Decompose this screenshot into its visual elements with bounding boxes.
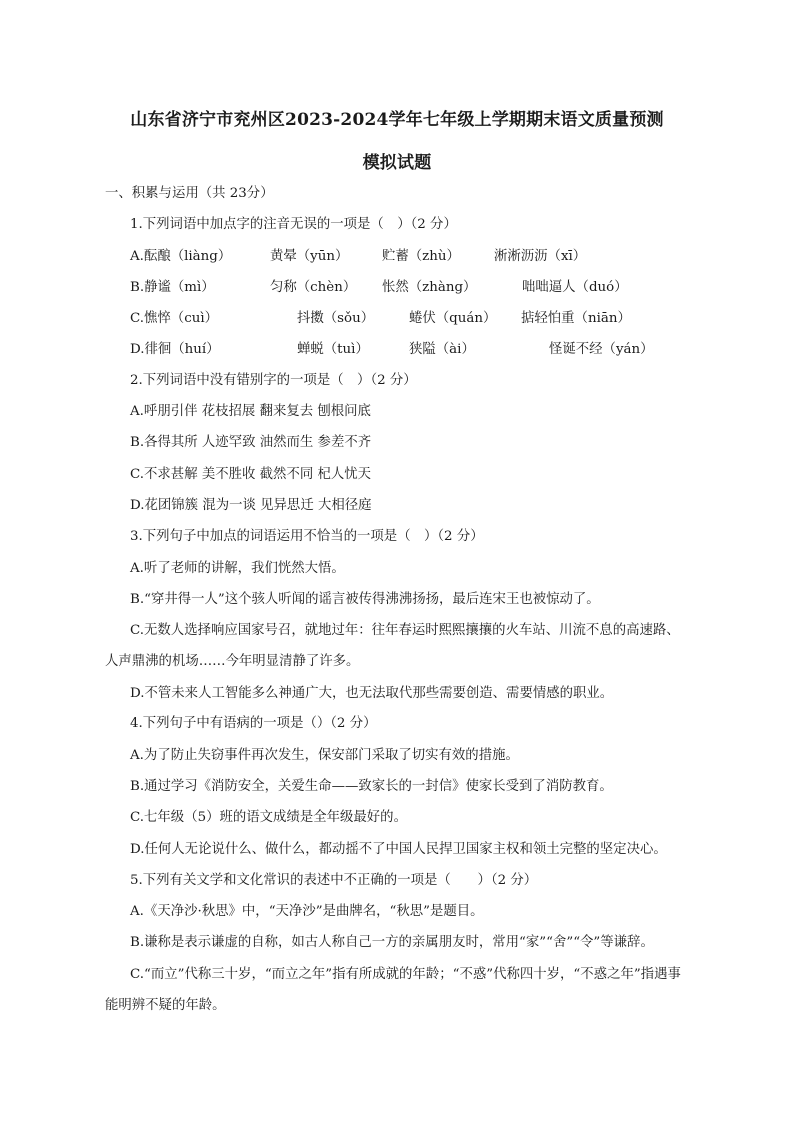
question-4-option-b: B.通过学习《消防安全，关爱生命——致家长的一封信》使家长受到了消防教育。 <box>130 779 613 794</box>
option-cell: 狭隘（ài） <box>409 342 475 357</box>
question-2-option-c: C.不求甚解 美不胜收 截然不同 杞人忧天 <box>130 467 372 482</box>
option-cell: 蜷伏（quán） <box>409 311 497 326</box>
question-3-option-c-continued: 人声鼎沸的机场……今年明显清静了许多。 <box>105 654 360 669</box>
question-3-stem: 3.下列句子中加点的词语运用不恰当的一项是（ ）（2 分） <box>130 529 484 544</box>
question-5-option-a: A.《天净沙·秋思》中，“天净沙”是曲牌名，“秋思”是题目。 <box>130 904 484 919</box>
question-4-stem: 4.下列句子中有语病的一项是（）（2 分） <box>130 716 377 731</box>
question-1-option-d <box>130 341 654 359</box>
question-3-option-b: B.“穿井得一人”这个骇人听闻的谣言被传得沸沸扬扬，最后连宋王也被惊动了。 <box>130 592 600 607</box>
option-cell: 怪诞不经（yán） <box>549 342 654 357</box>
question-3-option-d: D.不管未来人工智能多么神通广大，也无法取代那些需要创造、需要情感的职业。 <box>130 686 614 701</box>
question-5-option-c-continued: 能明辨不疑的年龄。 <box>105 998 226 1013</box>
option-cell: 咄咄逼人（duó） <box>522 280 628 295</box>
section-heading: 一、积累与运用（共 23分） <box>105 186 274 201</box>
question-5-option-b: B.谦称是表示谦虚的自称，如古人称自己一方的亲属朋友时，常用“家”“舍”“令”等谦辞。 <box>130 935 654 950</box>
option-cell: 淅淅沥沥（xī） <box>494 249 587 264</box>
question-4-option-a: A.为了防止失窃事件再次发生，保安部门采取了切实有效的措施。 <box>130 748 519 763</box>
question-2-option-b: B.各得其所 人迹罕致 油然而生 参差不齐 <box>130 435 372 450</box>
exam-title: 山东省济宁市兖州区2023-2024学年七年级上学期期末语文质量预测 <box>130 110 664 130</box>
question-1-option-b <box>130 279 628 297</box>
question-5-option-c: C.“而立”代称三十岁，“而立之年”指有所成就的年龄；“不惑”代称四十岁，“不惑之年”指遇事 <box>130 967 681 982</box>
question-2-option-d: D.花团锦簇 混为一谈 见异思迁 大相径庭 <box>130 498 372 513</box>
option-cell: 蝉蜕（tuì） <box>297 342 369 357</box>
option-cell: 掂轻怕重（niān） <box>521 311 631 326</box>
option-cell: 抖擞（sǒu） <box>297 311 375 326</box>
option-cell: D.徘徊（huí） <box>130 342 220 357</box>
option-cell: 黄晕（yūn） <box>270 249 349 264</box>
question-5-stem: 5.下列有关文学和文化常识的表述中不正确的一项是（ ）（2 分） <box>130 873 538 888</box>
question-3-option-c: C.无数人选择响应国家号召，就地过年：往年春运时熙熙攘攘的火车站、川流不息的高速路、 <box>130 623 680 638</box>
question-4-option-c: C.七年级（5）班的语文成绩是全年级最好的。 <box>130 810 407 825</box>
option-cell: C.憔悴（cuì） <box>130 311 218 326</box>
question-1-stem: 1.下列词语中加点字的注音无误的一项是（ ）（2 分） <box>130 217 457 232</box>
question-3-option-a: A.听了老师的讲解，我们恍然大悟。 <box>130 561 345 576</box>
option-cell: 匀称（chèn） <box>270 280 357 295</box>
question-2-option-a: A.呼朋引伴 花枝招展 翻来复去 刨根问底 <box>130 404 371 419</box>
option-cell: 贮蓄（zhù） <box>382 249 460 264</box>
question-1-option-a <box>130 248 586 266</box>
option-cell: A.酝酿（liàng） <box>130 249 232 264</box>
question-2-stem: 2.下列词语中没有错别字的一项是（ ）（2 分） <box>130 373 417 388</box>
option-cell: 怅然（zhàng） <box>382 280 477 295</box>
question-4-option-d: D.任何人无论说什么、做什么，都动摇不了中国人民捍卫国家主权和领土完整的坚定决心。 <box>130 842 667 857</box>
exam-subtitle: 模拟试题 <box>362 153 432 173</box>
question-1-option-c <box>130 310 631 328</box>
option-cell: B.静谧（mì） <box>130 280 215 295</box>
